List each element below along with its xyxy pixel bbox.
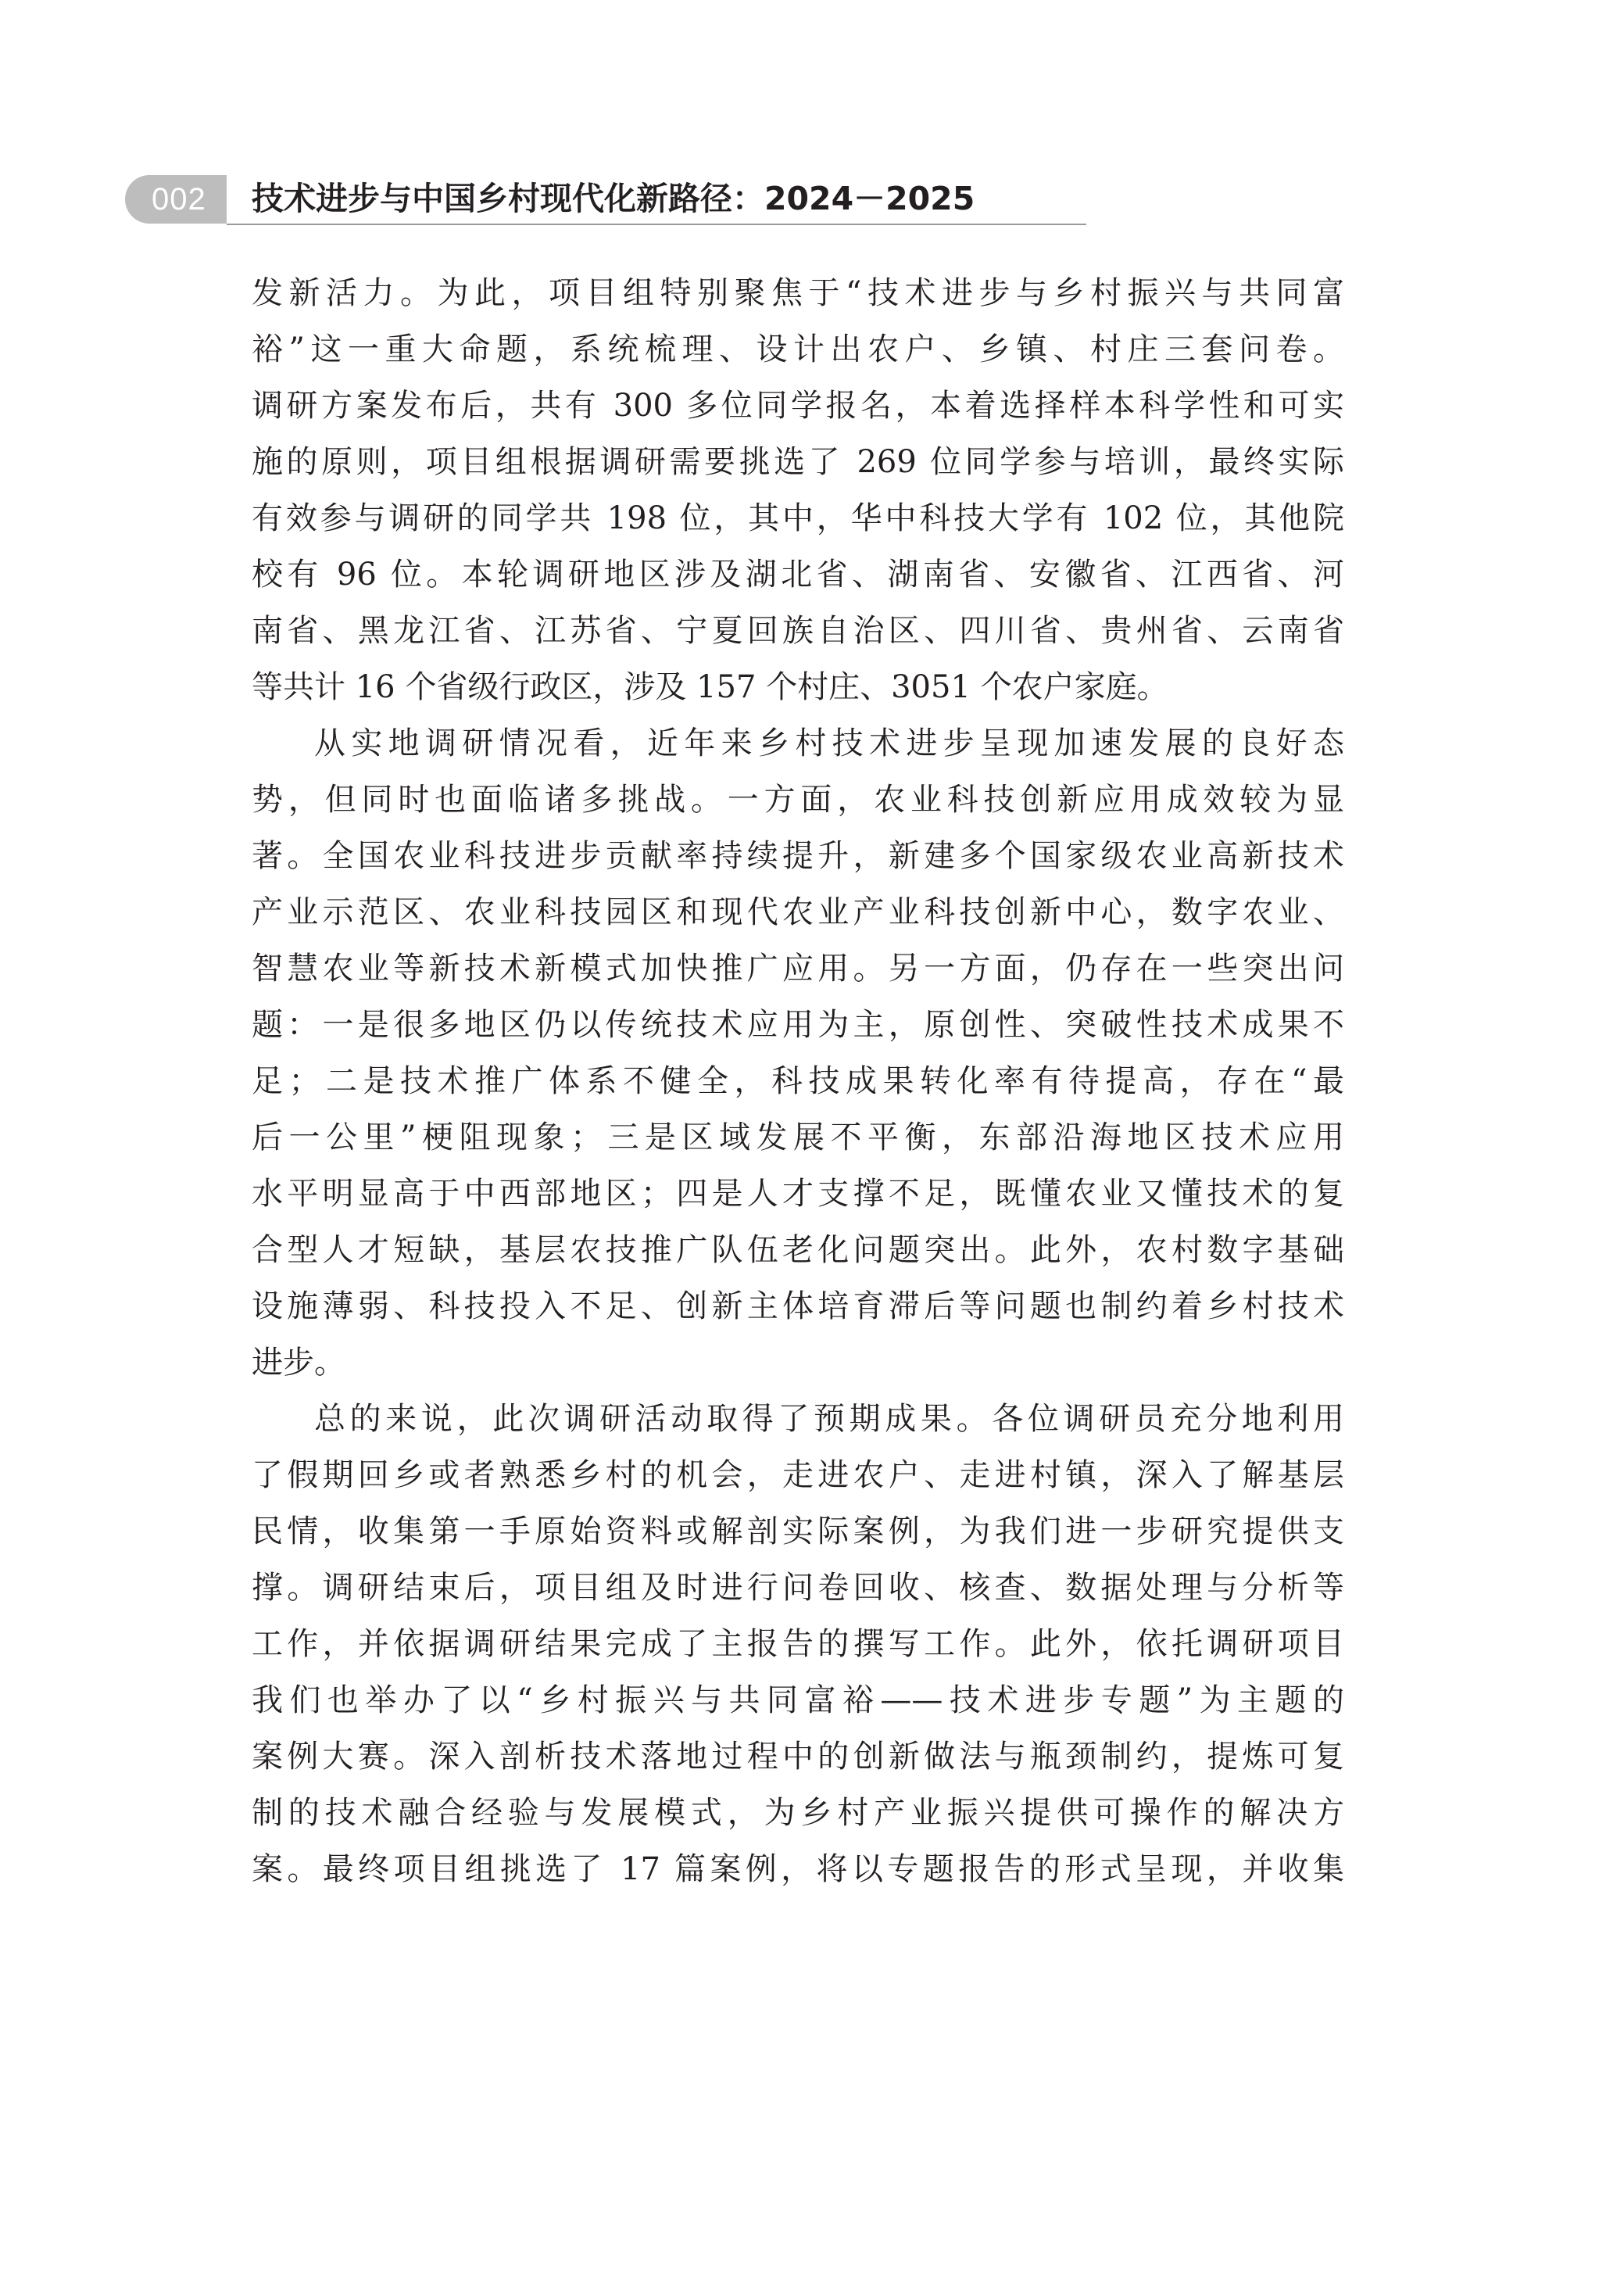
text-line: 题：一是很多地区仍以传统技术应用为主，原创性、突破性技术成果不 (252, 1007, 1344, 1043)
text-line: 案例大赛。深入剖析技术落地过程中的创新做法与瓶颈制约，提炼可复 (252, 1739, 1344, 1775)
text-line: 智慧农业等新技术新模式加快推广应用。另一方面，仍存在一些突出问 (252, 951, 1344, 987)
text-line: 调研方案发布后，共有 300 多位同学报名，本着选择样本科学性和可实 (252, 388, 1344, 424)
text-line: 南省、黑龙江省、江苏省、宁夏回族自治区、四川省、贵州省、云南省 (252, 613, 1344, 649)
text-line: 进步。 (252, 1345, 345, 1381)
paragraph-2 (252, 715, 1344, 1391)
text-line: 民情，收集第一手原始资料或解剖实际案例，为我们进一步研究提供支 (252, 1513, 1344, 1549)
text-line: 我们也举办了以“乡村振兴与共同富裕——技术进步专题”为主题的 (252, 1682, 1344, 1718)
page-number: 002 (152, 182, 206, 217)
text-line: 水平明显高于中西部地区；四是人才支撑不足，既懂农业又懂技术的复 (252, 1176, 1344, 1212)
text-line: 设施薄弱、科技投入不足、创新主体培育滞后等问题也制约着乡村技术 (252, 1288, 1344, 1324)
text-line: 工作，并依据调研结果完成了主报告的撰写工作。此外，依托调研项目 (252, 1626, 1344, 1662)
body-text (252, 265, 1344, 1897)
running-header (125, 164, 975, 227)
text-line: 势，但同时也面临诸多挑战。一方面，农业科技创新应用成效较为显 (252, 782, 1344, 818)
text-line: 著。全国农业科技进步贡献率持续提升，新建多个国家级农业高新技术 (252, 838, 1344, 874)
text-line: 制的技术融合经验与发展模式，为乡村产业振兴提供可操作的解决方 (252, 1795, 1344, 1831)
text-line: 总的来说，此次调研活动取得了预期成果。各位调研员充分地利用 (314, 1401, 1344, 1437)
paragraph-1 (252, 265, 1344, 715)
paragraph-3 (252, 1391, 1344, 1897)
text-line: 合型人才短缺，基层农技推广队伍老化问题突出。此外，农村数字基础 (252, 1232, 1344, 1268)
book-title: 技术进步与中国乡村现代化新路径：2024－2025 (252, 180, 975, 217)
header-divider (227, 224, 1086, 225)
text-line: 足；二是技术推广体系不健全，科技成果转化率有待提高，存在“最 (252, 1063, 1344, 1099)
text-line: 撑。调研结束后，项目组及时进行问卷回收、核查、数据处理与分析等 (252, 1570, 1344, 1606)
text-line: 有效参与调研的同学共 198 位，其中，华中科技大学有 102 位，其他院 (252, 500, 1344, 536)
text-line: 发新活力。为此，项目组特别聚焦于“技术进步与乡村振兴与共同富 (252, 275, 1344, 311)
text-line: 后一公里”梗阻现象；三是区域发展不平衡，东部沿海地区技术应用 (252, 1119, 1344, 1155)
text-line: 了假期回乡或者熟悉乡村的机会，走进农户、走进村镇，深入了解基层 (252, 1457, 1344, 1493)
text-line: 校有 96 位。本轮调研地区涉及湖北省、湖南省、安徽省、江西省、河 (252, 557, 1344, 593)
text-line: 产业示范区、农业科技园区和现代农业产业科技创新中心，数字农业、 (252, 894, 1344, 930)
text-line: 裕”这一重大命题，系统梳理、设计出农户、乡镇、村庄三套问卷。 (252, 331, 1344, 367)
text-line: 案。最终项目组挑选了 17 篇案例，将以专题报告的形式呈现，并收集 (252, 1851, 1344, 1887)
text-line: 等共计 16 个省级行政区，涉及 157 个村庄、3051 个农户家庭。 (252, 669, 1168, 705)
text-line: 从实地调研情况看，近年来乡村技术进步呈现加速发展的良好态 (314, 725, 1344, 761)
text-line: 施的原则，项目组根据调研需要挑选了 269 位同学参与培训，最终实际 (252, 444, 1344, 480)
